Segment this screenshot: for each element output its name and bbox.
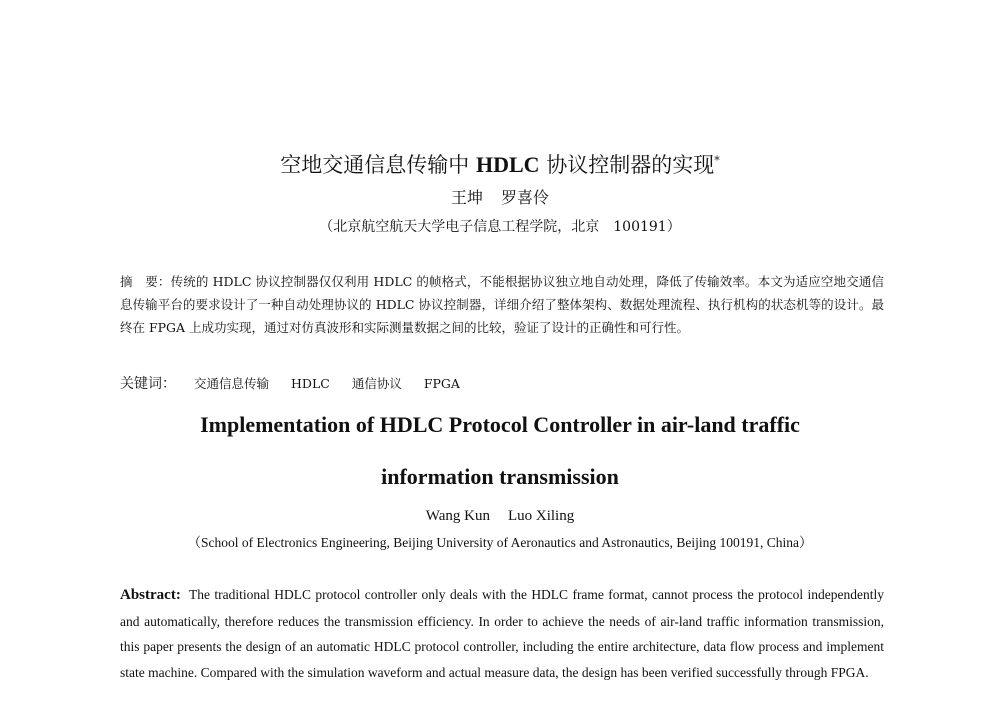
- chinese-author-2: 罗喜伶: [501, 188, 550, 207]
- chinese-keywords: [120, 372, 482, 397]
- chinese-title-bold: HDLC: [475, 152, 540, 177]
- chinese-abstract: [120, 270, 884, 339]
- english-authors: [0, 505, 1000, 527]
- keyword-item: HDLC: [291, 376, 330, 391]
- keyword-item: 交通信息传输: [194, 376, 270, 391]
- keywords-label: 关键词：: [120, 376, 176, 392]
- chinese-author-1: 王坤: [450, 188, 483, 207]
- english-affiliation: （School of Electronics Engineering, Beijing University of Aeronautics and Astronautics, Beijing 100191, China）: [187, 535, 813, 550]
- footnote-mark: *: [714, 154, 720, 167]
- english-author-1: Wang Kun: [425, 508, 490, 524]
- english-title-line-1: Implementation of HDLC Protocol Controller in air-land traffic: [200, 412, 800, 437]
- english-author-2: Luo Xiling: [507, 508, 575, 524]
- english-abstract: [120, 582, 884, 685]
- english-abstract-text: The traditional HDLC protocol controller only deals with the HDLC frame format, cannot process the protocol independently and automatically, therefore reduces the transmission efficiency. In order to achieve the needs of air-land traffic information transmission, this paper presents the design of an automatic HDLC protocol controller, including the entire architecture, data flow process and implement state machine. Compared with the simulation waveform and actual measure data, the design has been verified successfully through FPGA.: [120, 587, 884, 680]
- english-title-line-2: information transmission: [381, 464, 619, 489]
- chinese-abstract-text: 传统的 HDLC 协议控制器仅仅利用 HDLC 的帧格式，不能根据协议独立地自动处理，降低了传输效率。本文为适应空地交通信息传输平台的要求设计了一种自动处理协议的 HDLC 协议控制器，详细介绍了整体架构、数据处理流程、执行机构的状态机等的设计。最终在 FPGA 上成功实现，通过对仿真波形和实际测量数据之间的比较，验证了设计的正确性和可行性。: [120, 274, 884, 335]
- chinese-title: [0, 146, 1000, 180]
- keyword-item: FPGA: [423, 376, 460, 391]
- chinese-affiliation: （北京航空航天大学电子信息工程学院，北京 100191）: [319, 219, 681, 235]
- chinese-title-suffix: 协议控制器的实现: [546, 153, 715, 177]
- chinese-abstract-label: 摘 要：: [120, 274, 171, 289]
- chinese-title-prefix: 空地交通信息传输中: [280, 153, 470, 177]
- chinese-authors: [0, 186, 1000, 210]
- english-abstract-label: Abstract:: [120, 587, 181, 603]
- keyword-item: 通信协议: [351, 376, 402, 391]
